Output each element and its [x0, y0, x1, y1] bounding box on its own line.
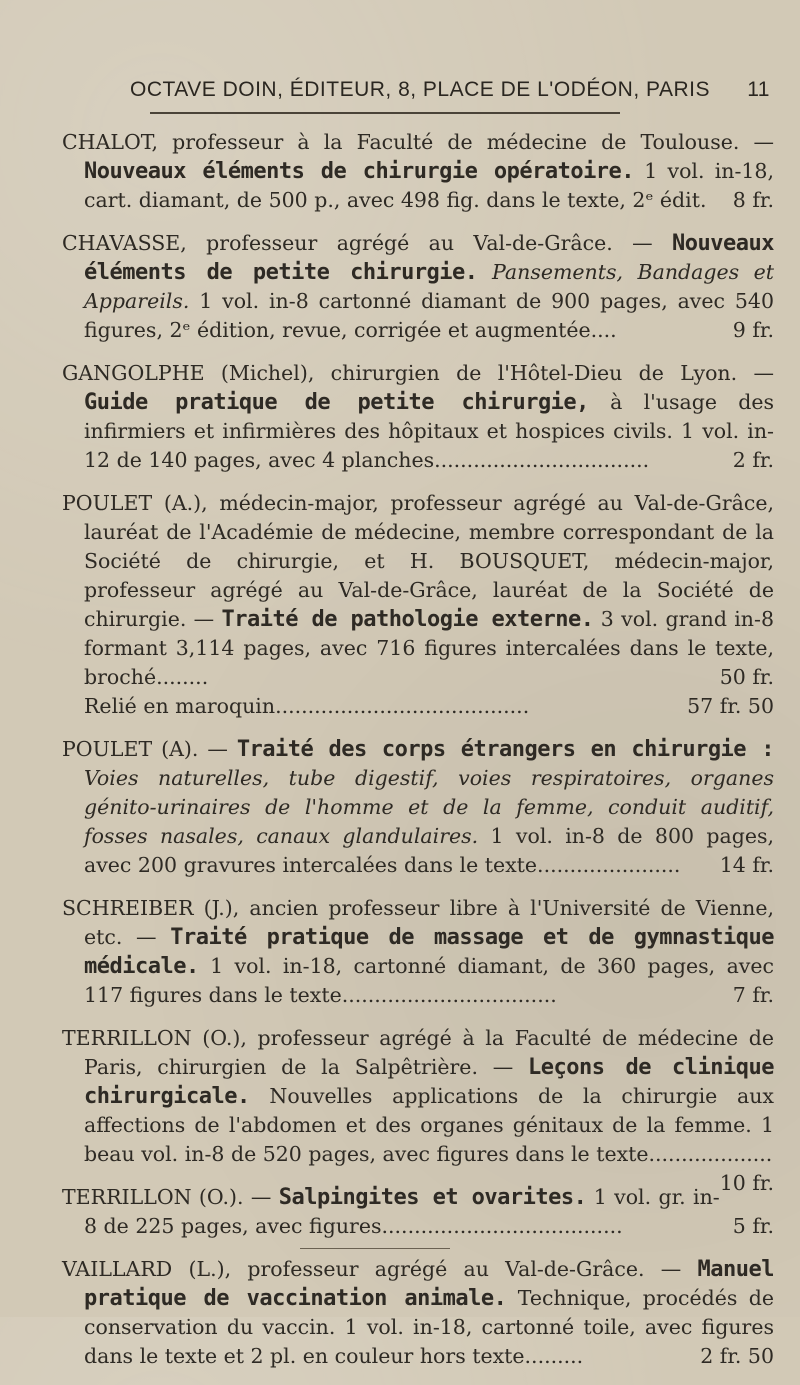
entry-price: 5 fr. [732, 1214, 774, 1238]
entry-title: Traité pratique de massage et de gymnastique médicale. [84, 925, 774, 979]
entry-extra-price: 57 fr. 50 [687, 694, 774, 718]
header-rule [150, 112, 620, 114]
entry-author: TERRILLON (O.). — [62, 1185, 272, 1209]
catalog-entry [62, 735, 774, 880]
entry-author: POULET (A.), médecin-major, professeur agrégé au Val-de-Grâce, lauréat de l'Académie de médecine, membre correspondant de la Société de chirurgie, et H. BOUSQUET, médecin-major, professeur agrégé au Val-de-Grâce, lauréat de la Société de chirurgie. — [62, 491, 774, 631]
entry-title: Guide pratique de petite chirurgie, [84, 390, 589, 415]
catalog-entry [62, 229, 774, 345]
entry-author: VAILLARD (L.), professeur agrégé au Val-de-Grâce. — [62, 1257, 682, 1281]
page-number: 11 [747, 78, 770, 101]
catalog-entry [62, 489, 774, 721]
entry-details: 1 vol. in-8 de 800 pages, avec 200 gravures intercalées dans le texte...................... [84, 824, 775, 877]
catalog-entries [62, 128, 774, 1385]
footer-rule [300, 1248, 450, 1249]
entry-title: Manuel pratique de vaccination animale. [84, 1257, 774, 1311]
entry-italic-text: Voies naturelles, tube digestif, voies respiratoires, organes génito-urinaires de l'homme et de la femme, conduit auditif, fosses nasales, canaux glandulaires. [84, 766, 774, 848]
entry-price: 2 fr. 50 [700, 1344, 774, 1368]
entry-details: 1 vol. in-18, cartonné diamant, de 360 pages, avec 117 figures dans le texte................................. [84, 954, 774, 1007]
catalog-entry [62, 1183, 774, 1241]
entry-price: 8 fr. [732, 188, 774, 212]
entry-price: 7 fr. [732, 983, 774, 1007]
entry-details: à l'usage des infirmiers et infirmières des hôpitaux et hospices civils. 1 vol. in-12 de 140 pages, avec 4 planches................................. [84, 390, 774, 472]
entry-title: Leçons de clinique chirurgicale. [84, 1055, 774, 1109]
entry-price: 9 fr. [732, 318, 774, 342]
entry-price: 50 fr. [719, 665, 774, 689]
entry-author: TERRILLON (O.), professeur agrégé à la Faculté de médecine de Paris, chirurgien de la Salpêtrière. — [62, 1026, 774, 1079]
entry-italic-text: Pansements, Bandages et Appareils. [84, 260, 775, 313]
entry-details: Technique, procédés de conservation du vaccin. 1 vol. in-18, cartonné toile, avec figures dans le texte et 2 pl. en couleur hors texte......... [84, 1286, 774, 1368]
entry-title: Traité de pathologie externe. [221, 607, 594, 632]
entry-title: Nouveaux éléments de petite chirurgie. [84, 231, 774, 285]
entry-title: Salpingites et ovarites. [278, 1185, 587, 1210]
entry-author: CHALOT, professeur à la Faculté de médecine de Toulouse. — [62, 130, 774, 154]
catalog-entry [62, 1024, 774, 1195]
entry-details: 1 vol. gr. in-8 de 225 pages, avec figures..................................... [84, 1185, 720, 1238]
entry-author: GANGOLPHE (Michel), chirurgien de l'Hôtel-Dieu de Lyon. — [62, 361, 774, 385]
entry-author: SCHREIBER (J.), ancien professeur libre à l'Université de Vienne, etc. — [62, 896, 774, 949]
catalog-entry [62, 1255, 774, 1371]
entry-price: 10 fr. [719, 1171, 774, 1195]
entry-details: 1 vol. in-8 cartonné diamant de 900 pages, avec 540 figures, 2ᵉ édition, revue, corrigée et augmentée.... [84, 289, 774, 342]
catalog-entry [62, 128, 774, 215]
catalog-entry [62, 894, 774, 1010]
entry-title: Nouveaux éléments de chirurgie opératoire. [84, 159, 635, 184]
entry-author: CHAVASSE, professeur agrégé au Val-de-Grâce. — [62, 231, 653, 255]
entry-details: 3 vol. grand in-8 formant 3,114 pages, avec 716 figures intercalées dans le texte, broché........ [84, 607, 774, 689]
catalog-entry [62, 359, 774, 475]
page-header [130, 78, 770, 102]
entry-details: 1 vol. in-18, cart. diamant, de 500 p., avec 498 fig. dans le texte, 2ᵉ édit. [84, 159, 774, 212]
entry-extra-line: Relié en maroquin....................................... [84, 694, 530, 718]
entry-author: POULET (A). — [62, 737, 228, 761]
entry-details: Nouvelles applications de la chirurgie aux affections de l'abdomen et des organes génitaux de la femme. 1 beau vol. in-8 de 520 pages, avec figures dans le texte................... [84, 1084, 774, 1166]
entry-price: 14 fr. [719, 853, 774, 877]
entry-price: 2 fr. [732, 448, 774, 472]
publisher-header: OCTAVE DOIN, ÉDITEUR, 8, PLACE DE L'ODÉON, PARIS [130, 78, 710, 101]
entry-title: Traité des corps étrangers en chirurgie : [236, 737, 774, 762]
